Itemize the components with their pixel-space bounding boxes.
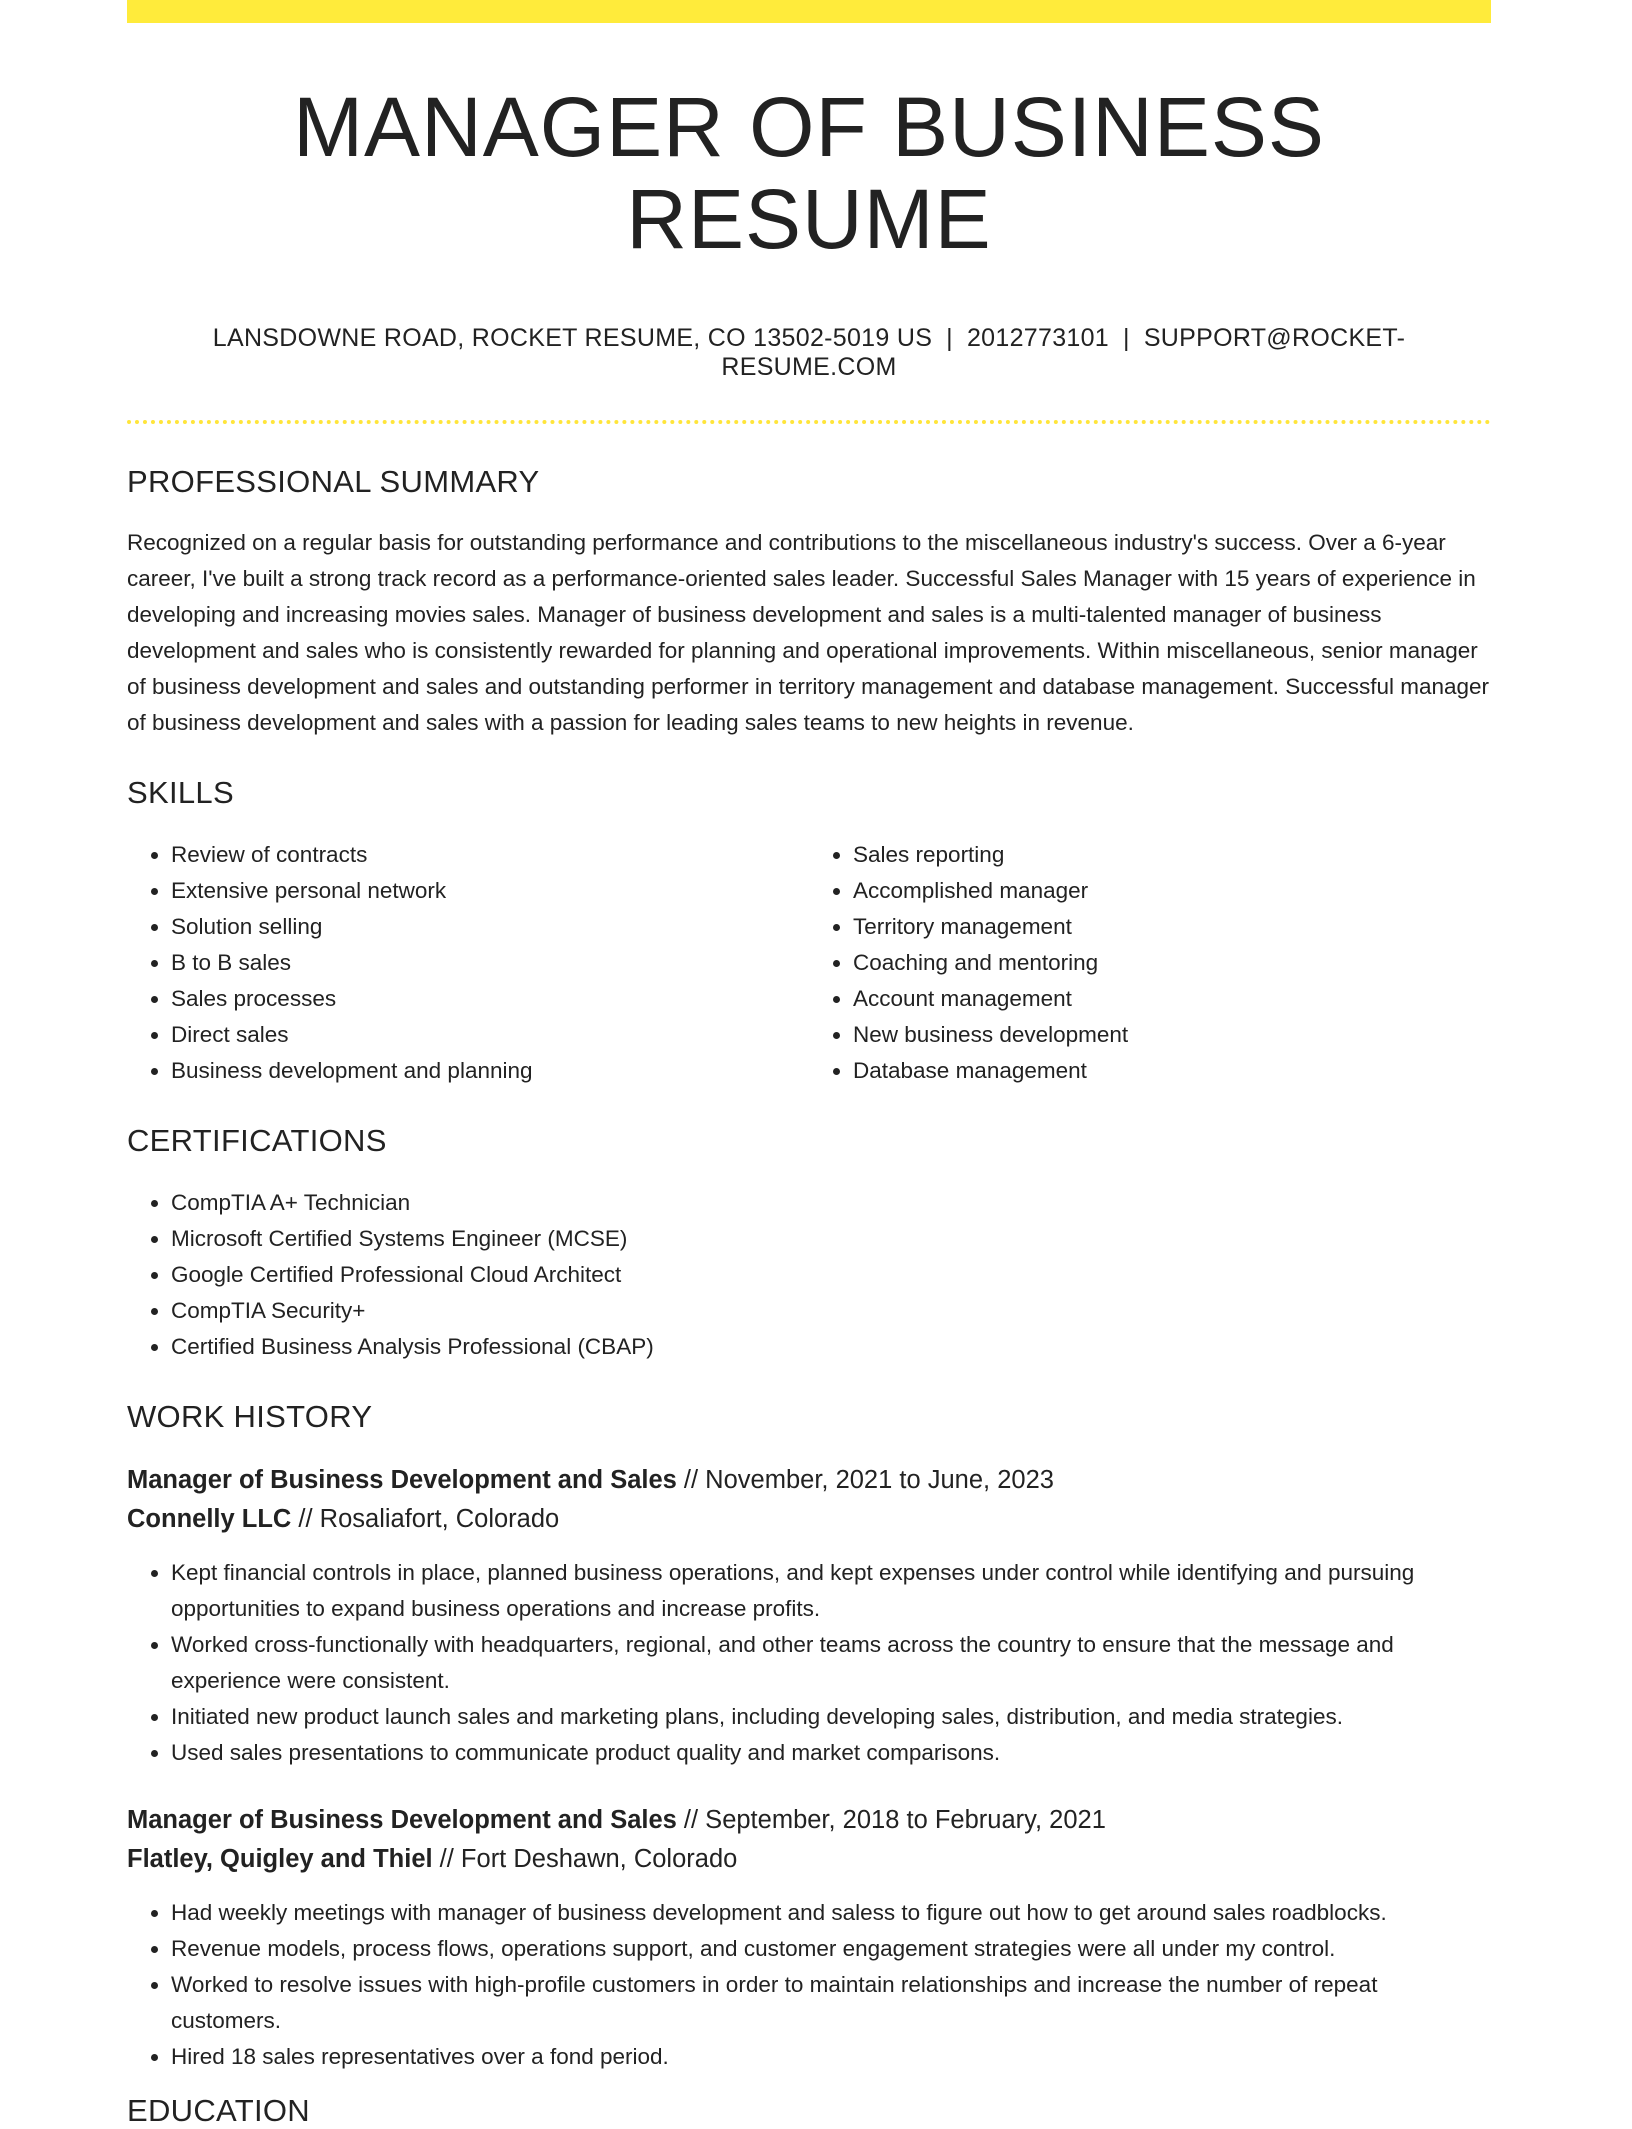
accent-top-bar [127, 0, 1491, 23]
job-header [127, 1461, 1491, 1539]
skill-item: • New business development [853, 1017, 1491, 1053]
contact-address: LANSDOWNE ROAD, ROCKET RESUME, CO 13502-5019 US [212, 323, 933, 352]
contact-line [127, 324, 1491, 382]
skills-list-left [127, 837, 809, 1089]
skill-item: • Database management [853, 1053, 1491, 1089]
resume-page [127, 0, 1491, 2129]
skills-list-right [809, 837, 1491, 1089]
skills-heading: SKILLS [127, 774, 234, 810]
certification-item: • Google Certified Professional Cloud Architect [171, 1257, 1491, 1293]
job-bullet: • Kept financial controls in place, planned business operations, and kept expenses under control while identifying and pursuing opportunities to expand business operations and increase profits. [171, 1555, 1491, 1627]
resume-title: MANAGER OF BUSINESS RESUME [293, 80, 1325, 267]
certification-item: • CompTIA A+ Technician [171, 1185, 1491, 1221]
contact-phone: 2012773101 [966, 323, 1110, 352]
skill-item: • Account management [853, 981, 1491, 1017]
certifications-heading: CERTIFICATIONS [127, 1122, 387, 1158]
contact-email: SUPPORT@ROCKET-RESUME.COM [721, 323, 1406, 381]
job-role: Manager of Business Development and Sales [127, 1805, 677, 1834]
skill-item: • Direct sales [171, 1017, 809, 1053]
dotted-divider [127, 420, 1491, 424]
education-heading: EDUCATION [127, 2092, 310, 2128]
job-dates: // September, 2018 to February, 2021 [676, 1805, 1106, 1834]
certification-item: • CompTIA Security+ [171, 1293, 1491, 1329]
job-header [127, 1801, 1491, 1879]
job-dates: // November, 2021 to June, 2023 [676, 1465, 1054, 1494]
job-role: Manager of Business Development and Sales [127, 1465, 677, 1494]
certifications-list [127, 1185, 1491, 1365]
job-company: Connelly LLC [127, 1504, 292, 1533]
skill-item: • Accomplished manager [853, 873, 1491, 909]
job-entry [127, 1461, 1491, 1771]
job-bullet: • Used sales presentations to communicate product quality and market comparisons. [171, 1735, 1491, 1771]
summary-text: Recognized on a regular basis for outstanding performance and contributions to the miscellaneous industry's success. Over a 6-year career, I've built a strong track record as a performance-oriented sales leader. Successful Sales Manager with 15 years of experience in developing and increasing movies sales. Manager of business development and sales is a multi-talented manager of business development and sales who is consistently rewarded for planning and operational improvements. Within miscellaneous, senior manager of business development and sales and outstanding performer in territory management and database management. Successful manager of business development and sales with a passion for leading sales teams to new heights in revenue. [127, 529, 1490, 735]
skill-item: • Review of contracts [171, 837, 809, 873]
skill-item: • Solution selling [171, 909, 809, 945]
skill-item: • Territory management [853, 909, 1491, 945]
certification-item: • Microsoft Certified Systems Engineer (MCSE) [171, 1221, 1491, 1257]
job-bullet: • Revenue models, process flows, operations support, and customer engagement strategies were all under my control. [171, 1931, 1491, 1967]
skill-item: • Coaching and mentoring [853, 945, 1491, 981]
job-company: Flatley, Quigley and Thiel [127, 1844, 433, 1873]
job-bullet: • Worked cross-functionally with headquarters, regional, and other teams across the country to ensure that the message and experience were consistent. [171, 1627, 1491, 1699]
skill-item: • Business development and planning [171, 1053, 809, 1089]
skills-columns [127, 837, 1491, 1089]
job-entry [127, 1801, 1491, 2075]
skill-item: • Sales processes [171, 981, 809, 1017]
job-bullet: • Worked to resolve issues with high-profile customers in order to maintain relationships and increase the number of repeat customers. [171, 1967, 1491, 2039]
skill-item: • Extensive personal network [171, 873, 809, 909]
job-bullets [127, 1555, 1491, 1771]
work-history-heading: WORK HISTORY [127, 1398, 373, 1434]
contact-separator: | [1123, 323, 1130, 352]
certification-item: • Certified Business Analysis Professional (CBAP) [171, 1329, 1491, 1365]
job-location: // Fort Deshawn, Colorado [432, 1844, 738, 1873]
contact-separator: | [946, 323, 953, 352]
summary-heading: PROFESSIONAL SUMMARY [127, 463, 540, 499]
job-bullets [127, 1895, 1491, 2075]
job-bullet: • Initiated new product launch sales and marketing plans, including developing sales, distribution, and media strategies. [171, 1699, 1491, 1735]
skill-item: • Sales reporting [853, 837, 1491, 873]
skill-item: • B to B sales [171, 945, 809, 981]
job-location: // Rosaliafort, Colorado [291, 1504, 560, 1533]
job-bullet: • Hired 18 sales representatives over a fond period. [171, 2039, 1491, 2075]
job-bullet: • Had weekly meetings with manager of business development and saless to figure out how to get around sales roadblocks. [171, 1895, 1491, 1931]
